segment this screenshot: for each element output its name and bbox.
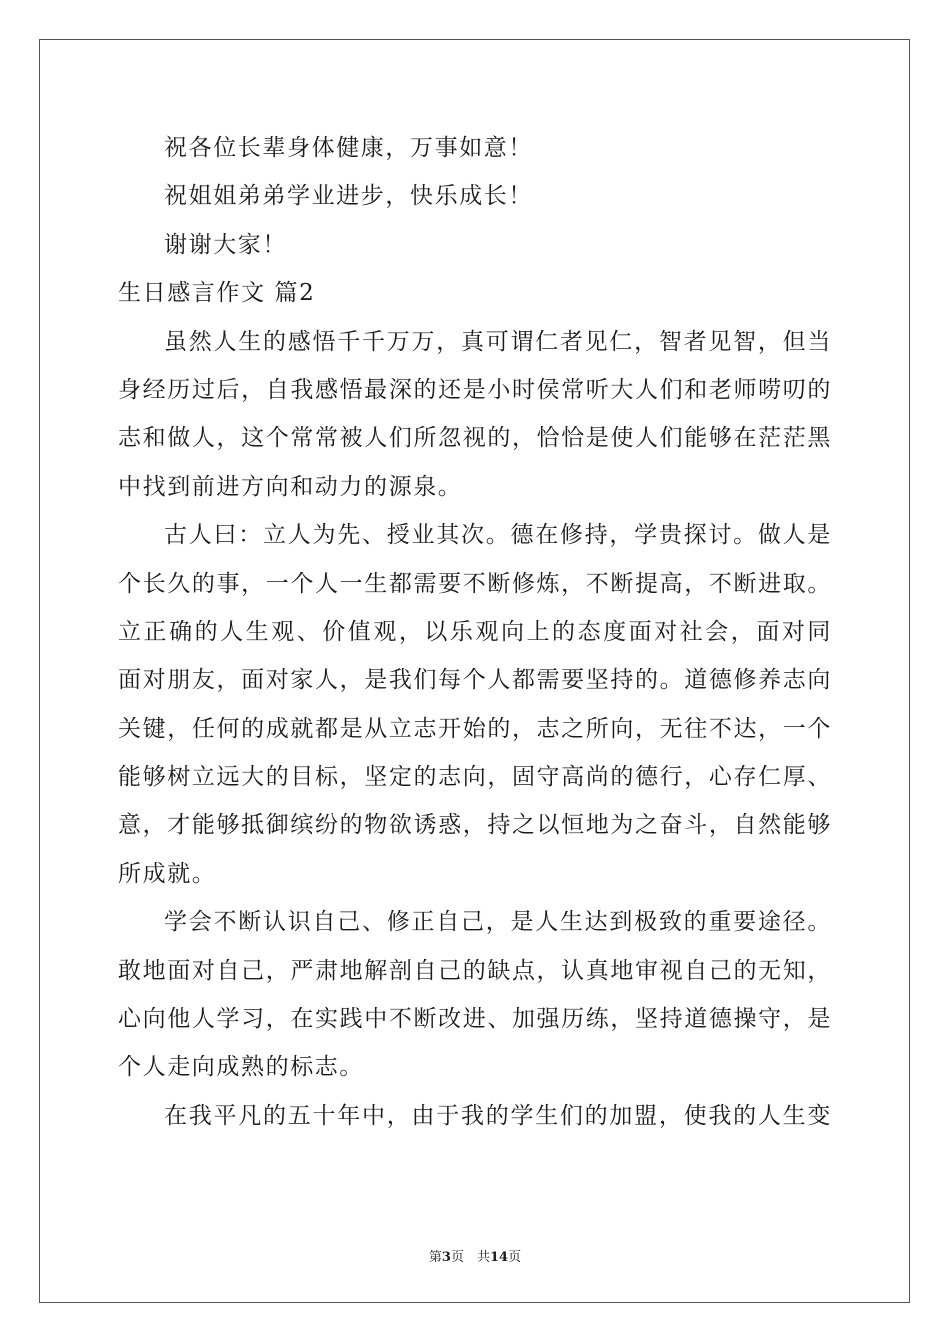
page-suffix: 页 bbox=[508, 1250, 522, 1265]
paragraph-line: 能够树立远大的目标，坚定的志向，固守高尚的德行，心存仁厚、 bbox=[118, 764, 832, 791]
paragraph-line: 志和做人，这个常常被人们所忽视的，恰恰是使人们能够在茫茫黑 bbox=[118, 425, 832, 452]
paragraph-line: 敢地面对自己，严肃地解剖自己的缺点，认真地审视自己的无知， bbox=[118, 957, 832, 984]
paragraph-line: 所成就。 bbox=[118, 860, 217, 887]
paragraph-line: 中找到前进方向和动力的源泉。 bbox=[118, 473, 463, 500]
paragraph-line: 立正确的人生观、价值观，以乐观向上的态度面对社会，面对同 bbox=[118, 618, 832, 645]
paragraph-line: 面对朋友，面对家人，是我们每个人都需要坚持的。道德修养志向 bbox=[118, 667, 832, 694]
page-prefix: 第 bbox=[428, 1250, 442, 1265]
paragraph-line: 个人走向成熟的标志。 bbox=[118, 1054, 364, 1081]
paragraph-line: 虽然人生的感悟千千万万，真可谓仁者见仁，智者见智，但当 bbox=[164, 328, 832, 355]
greeting-line: 祝各位长辈身体健康，万事如意！ bbox=[164, 135, 533, 161]
current-page-number: 3 bbox=[441, 1250, 451, 1265]
greeting-line: 祝姐姐弟弟学业进步，快乐成长！ bbox=[164, 183, 533, 210]
page-mid: 页 共 bbox=[450, 1250, 490, 1265]
paragraph-line: 心向他人学习，在实践中不断改进、加强历练，坚持道德操守，是 bbox=[118, 1006, 832, 1033]
paragraph-line: 古人曰：立人为先、授业其次。德在修持，学贵探讨。做人是 bbox=[164, 522, 832, 549]
greeting-line: 谢谢大家！ bbox=[164, 231, 287, 258]
paragraph-line: 关键，任何的成就都是从立志开始的，志之所向，无往不达，一个 bbox=[118, 715, 832, 742]
paragraph bbox=[118, 318, 832, 512]
paragraph bbox=[118, 511, 832, 898]
page-footer bbox=[0, 1246, 950, 1265]
paragraph-line: 个长久的事，一个人一生都需要不断修炼，不断提高，不断进取。 bbox=[118, 570, 832, 597]
section-title: 生日感言作文 篇2 bbox=[118, 280, 316, 307]
paragraph-line: 在我平凡的五十年中，由于我的学生们的加盟，使我的人生变 bbox=[164, 1102, 832, 1129]
document-body bbox=[118, 124, 832, 1140]
paragraph-line: 意，才能够抵御缤纷的物欲诱惑，持之以恒地为之奋斗，自然能够 bbox=[118, 812, 832, 839]
paragraph bbox=[118, 898, 832, 1092]
paragraph-line: 学会不断认识自己、修正自己，是人生达到极致的重要途径。 bbox=[164, 909, 832, 936]
total-pages-number: 14 bbox=[489, 1250, 509, 1265]
paragraph-line: 身经历过后，自我感悟最深的还是小时侯常听大人们和老师唠叨的 bbox=[118, 376, 832, 403]
paragraph bbox=[118, 1092, 832, 1140]
